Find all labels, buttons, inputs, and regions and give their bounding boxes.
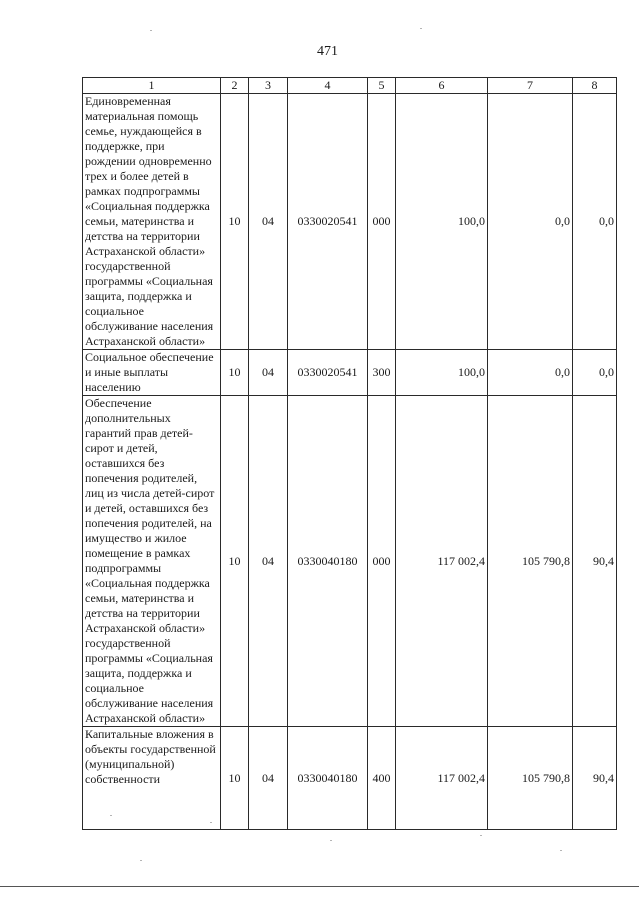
column-header: 7 xyxy=(488,78,573,94)
execution-percent: 0,0 xyxy=(573,94,617,350)
subsection-code: 04 xyxy=(249,727,288,830)
scan-speck xyxy=(480,835,482,836)
planned-amount: 117 002,4 xyxy=(396,727,488,830)
page-number: 471 xyxy=(317,44,338,59)
target-article-code: 0330040180 xyxy=(288,727,368,830)
column-header: 5 xyxy=(368,78,396,94)
table-row xyxy=(83,350,617,396)
execution-percent: 90,4 xyxy=(573,396,617,727)
table-header-row xyxy=(83,78,617,94)
scan-speck xyxy=(110,815,112,816)
expense-name: Единовременная материальная помощь семье, нуждающейся в поддержке, при рождении одновременно трех и более детей в рамках подпрограммы «Социальная поддержка семьи, материнства и детства на территории Астраханской области» государственной программы «Социальная защита, поддержка и социальное обслуживание населения Астраханской области» xyxy=(83,94,221,350)
actual-amount: 105 790,8 xyxy=(488,396,573,727)
scan-speck xyxy=(330,840,332,841)
expense-name: Капитальные вложения в объекты государственной (муниципальной) собственности xyxy=(83,727,221,830)
section-code: 10 xyxy=(221,727,249,830)
planned-amount: 117 002,4 xyxy=(396,396,488,727)
scan-speck xyxy=(560,850,562,851)
target-article-code: 0330020541 xyxy=(288,94,368,350)
subsection-code: 04 xyxy=(249,396,288,727)
subsection-code: 04 xyxy=(249,350,288,396)
scan-speck xyxy=(210,822,212,823)
column-header: 8 xyxy=(573,78,617,94)
actual-amount: 0,0 xyxy=(488,94,573,350)
actual-amount: 105 790,8 xyxy=(488,727,573,830)
subsection-code: 04 xyxy=(249,94,288,350)
table-row xyxy=(83,727,617,830)
section-code: 10 xyxy=(221,350,249,396)
expense-name: Обеспечение дополнительных гарантий прав детей-сирот и детей, оставшихся без попечения родителей, лиц из числа детей-сирот и детей, оставшихся без попечения родителей, на имущество и жилое помещение в рамках подпрограммы «Социальная поддержка семьи, материнства и детства на территории Астраханской области» государственной программы «Социальная защита, поддержка и социальное обслуживание населения Астраханской области» xyxy=(83,396,221,727)
target-article-code: 0330020541 xyxy=(288,350,368,396)
execution-percent: 90,4 xyxy=(573,727,617,830)
section-code: 10 xyxy=(221,396,249,727)
scan-speck xyxy=(420,28,422,29)
expense-name: Социальное обеспечение и иные выплаты населению xyxy=(83,350,221,396)
scan-speck xyxy=(140,860,142,861)
budget-table xyxy=(82,77,617,830)
column-header: 1 xyxy=(83,78,221,94)
table-row xyxy=(83,94,617,350)
column-header: 4 xyxy=(288,78,368,94)
expense-type-code: 400 xyxy=(368,727,396,830)
table-row xyxy=(83,396,617,727)
expense-type-code: 000 xyxy=(368,396,396,727)
execution-percent: 0,0 xyxy=(573,350,617,396)
column-header: 2 xyxy=(221,78,249,94)
section-code: 10 xyxy=(221,94,249,350)
expense-type-code: 300 xyxy=(368,350,396,396)
planned-amount: 100,0 xyxy=(396,94,488,350)
scan-speck xyxy=(150,30,152,31)
expense-type-code: 000 xyxy=(368,94,396,350)
column-header: 6 xyxy=(396,78,488,94)
actual-amount: 0,0 xyxy=(488,350,573,396)
column-header: 3 xyxy=(249,78,288,94)
page-bottom-edge xyxy=(0,886,639,887)
target-article-code: 0330040180 xyxy=(288,396,368,727)
planned-amount: 100,0 xyxy=(396,350,488,396)
